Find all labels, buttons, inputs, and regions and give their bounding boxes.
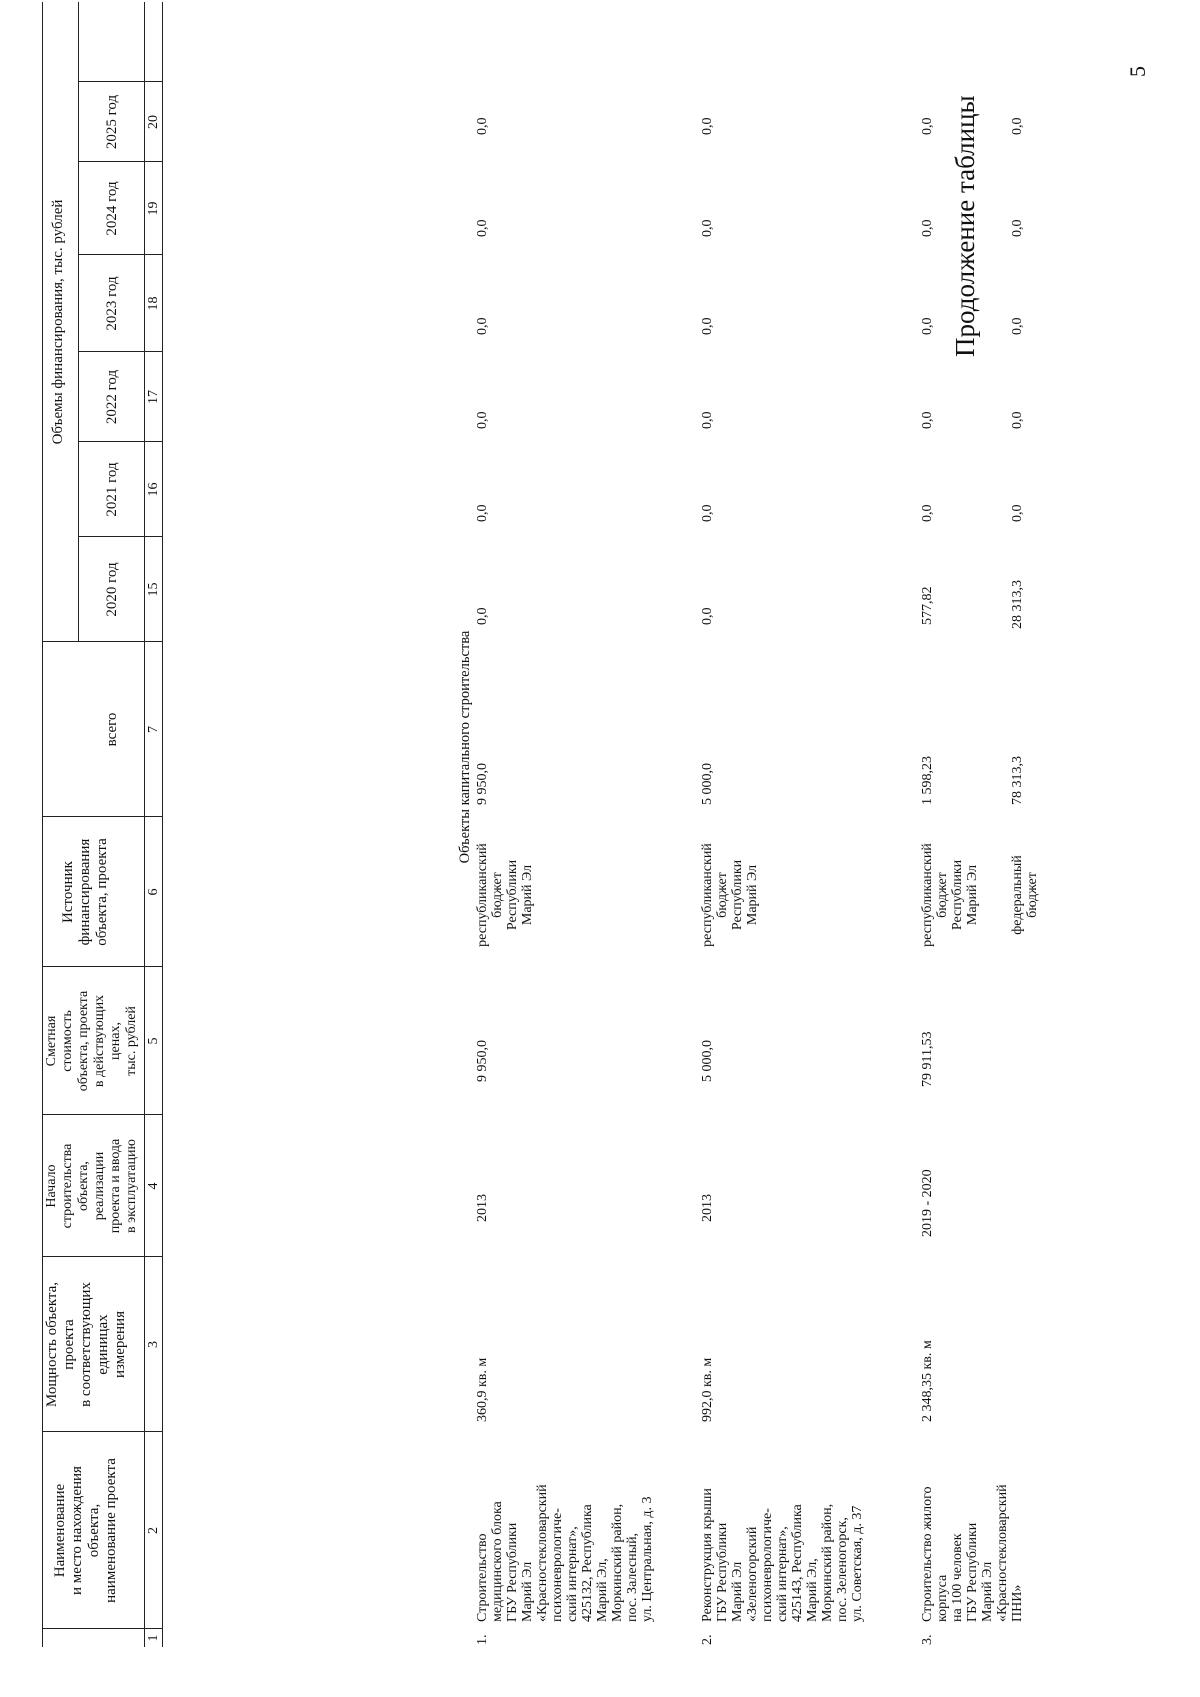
funding-2021: 0,0 xyxy=(920,504,935,522)
funding-2021: 0,0 xyxy=(700,504,715,522)
funding-2022: 0,0 xyxy=(920,411,935,429)
capacity: 2 348,35 кв. м xyxy=(920,1340,935,1422)
funding-2020: 577,82 xyxy=(920,586,935,625)
header-2025: 2025 год xyxy=(104,94,120,150)
column-number: 16 xyxy=(146,482,161,497)
funding-2024-federal: 0,0 xyxy=(1010,219,1025,237)
column-number: 7 xyxy=(146,726,161,733)
header-2024: 2024 год xyxy=(104,181,120,236)
funding-2024: 0,0 xyxy=(700,219,715,237)
funding-source-federal: федеральный бюджет xyxy=(1010,855,1040,935)
start-year: 2013 xyxy=(475,1194,490,1222)
header-2021: 2021 год xyxy=(104,462,120,517)
column-number: 15 xyxy=(146,582,161,597)
header-total: всего xyxy=(104,712,120,747)
funding-2021: 0,0 xyxy=(475,504,490,522)
funding-source-republic: республиканский бюджет Республики Марий Эл xyxy=(920,843,980,947)
row-number: 2. xyxy=(700,1634,715,1645)
column-number: 4 xyxy=(146,1182,161,1190)
column-number: 5 xyxy=(146,1037,161,1045)
section-title: Объекты капитального строительства xyxy=(457,630,473,864)
capacity: 360,9 кв. м xyxy=(475,1357,490,1422)
estimated-cost: 5 000,0 xyxy=(700,1040,715,1082)
column-number: 6 xyxy=(146,888,161,896)
funding-2020: 0,0 xyxy=(475,607,490,625)
column-numbers-bottom-border xyxy=(162,2,163,1647)
funding-2025-federal: 0,0 xyxy=(1010,117,1025,135)
continuation-title: Продолжение таблицы xyxy=(950,95,980,357)
funding-group-divider xyxy=(78,2,79,642)
header-2023: 2023 год xyxy=(104,276,120,331)
funding-2023: 0,0 xyxy=(920,317,935,335)
header-2020: 2020 год xyxy=(104,562,120,617)
start-year: 2019 - 2020 xyxy=(920,1169,935,1237)
table-top-border xyxy=(42,2,43,1647)
funding-2023: 0,0 xyxy=(700,317,715,335)
header-name: Наименование и место нахождения объекта, наименование проекта xyxy=(52,1458,119,1603)
estimated-cost: 79 911,53 xyxy=(920,1031,935,1087)
funding-2023-federal: 0,0 xyxy=(1010,317,1025,335)
header-cost: Сметная стоимость объекта, проекта в действующих ценах, тыс. рублей xyxy=(44,990,139,1092)
funding-total: 5 000,0 xyxy=(700,763,715,805)
estimated-cost: 9 950,0 xyxy=(475,1040,490,1082)
column-number: 20 xyxy=(146,115,161,129)
funding-2021-federal: 0,0 xyxy=(1010,504,1025,522)
funding-total: 1 598,23 xyxy=(920,756,935,805)
page-number: 5 xyxy=(1125,66,1150,77)
header-funding-group: Объемы финансирования, тыс. рублей xyxy=(50,199,66,445)
funding-source: республиканский бюджет Республики Марий Эл xyxy=(475,843,535,947)
funding-source: республиканский бюджет Республики Марий Эл xyxy=(700,843,760,947)
funding-total: 9 950,0 xyxy=(475,763,490,805)
funding-2025: 0,0 xyxy=(700,117,715,135)
funding-2022: 0,0 xyxy=(700,411,715,429)
header-source: Источник финансирования объекта, проекта xyxy=(60,838,110,946)
column-number: 2 xyxy=(146,1527,161,1534)
funding-2025: 0,0 xyxy=(920,117,935,135)
funding-2024: 0,0 xyxy=(475,219,490,237)
row-number: 3. xyxy=(920,1634,935,1645)
funding-2023: 0,0 xyxy=(475,317,490,335)
header-2022: 2022 год xyxy=(104,369,120,425)
funding-2020-federal: 28 313,3 xyxy=(1010,580,1025,629)
object-name: Реконструкция крыши ГБУ Республики Марий Эл «Зеленогорский психоневрологиче- ский интернат», 425143, Республика Марий Эл, Моркинский район, пос. Зеленогорск, ул. Советская, д. 37 xyxy=(700,1488,865,1622)
column-number: 1 xyxy=(146,1634,161,1642)
row-number: 1. xyxy=(475,1634,490,1645)
funding-2024: 0,0 xyxy=(920,219,935,237)
start-year: 2013 xyxy=(700,1194,715,1222)
header-bottom-border xyxy=(144,2,145,1647)
funding-2022: 0,0 xyxy=(475,411,490,429)
funding-2020: 0,0 xyxy=(700,607,715,625)
funding-total-federal: 78 313,3 xyxy=(1010,756,1025,805)
column-number: 19 xyxy=(146,201,161,216)
header-start: Начало строительства объекта, реализации проекта и ввода в эксплуатацию xyxy=(44,1138,139,1234)
object-name: Строительство жилого корпуса на 100 человек ГБУ Республики Марий Эл «Красностекловарский ПНИ» xyxy=(920,1484,1025,1622)
column-number: 18 xyxy=(146,296,161,311)
column-number: 3 xyxy=(146,1341,161,1348)
funding-2022-federal: 0,0 xyxy=(1010,411,1025,429)
capacity: 992,0 кв. м xyxy=(700,1357,715,1422)
column-number: 17 xyxy=(146,390,161,404)
header-capacity: Мощность объекта, проекта в соответствующих единицах измерения xyxy=(44,1281,128,1408)
funding-2025: 0,0 xyxy=(475,117,490,135)
object-name: Строительство медицинского блока ГБУ Республики Марий Эл «Красностекловарский психоневрологиче- ский интернат», 425132, Республика Марий Эл, Моркинский район, пос. Залесный, ул. Центральная, д. 3 xyxy=(475,1484,655,1622)
